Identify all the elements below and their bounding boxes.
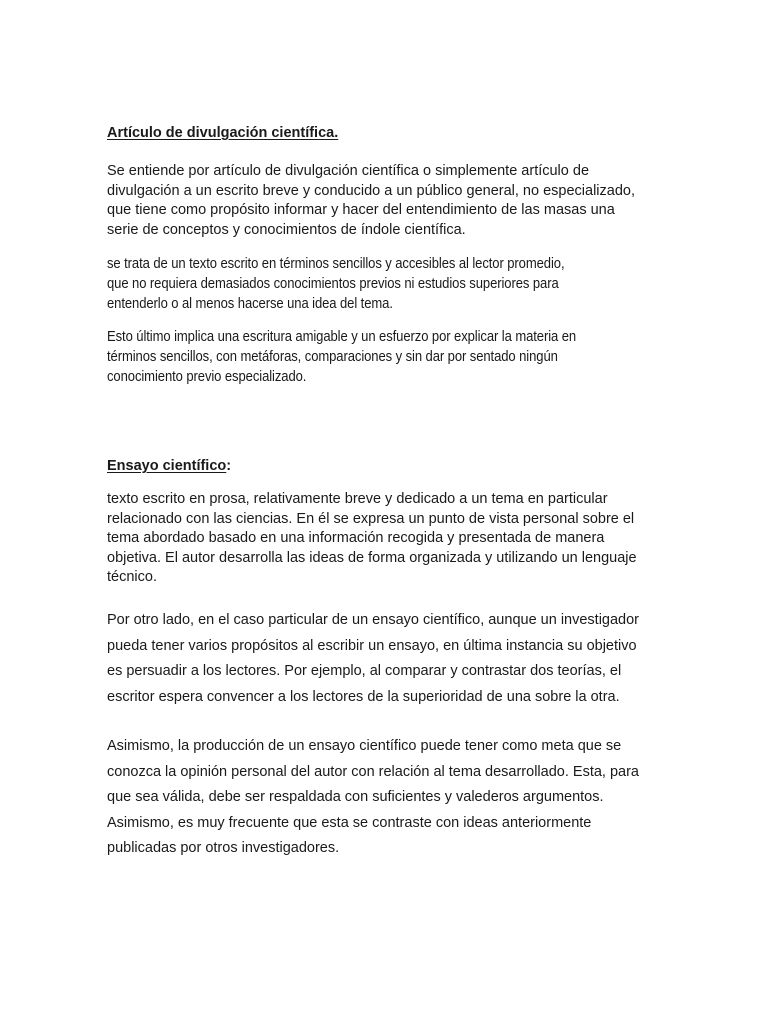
section2-paragraph-3: Asimismo, la producción de un ensayo científico puede tener como meta que se conozca la opinión personal del autor con relación al tema desarrollado. Esta, para que sea válida, debe ser respaldada con suficientes y valederos argumentos. Asimismo, es muy frecuente que esta se contraste con ideas anteriormente publicadas por otros investigadores. (107, 738, 639, 856)
section1-paragraph-2: se trata de un texto escrito en términos sencillos y accesibles al lector promedio, que no requiera demasiados conocimientos previos ni estudios superiores para entenderlo o al menos hacerse una idea del tema. (107, 256, 565, 312)
section1-paragraph-3: Esto último implica una escritura amigable y un esfuerzo por explicar la materia en términos sencillos, con metáforas, comparaciones y sin dar por sentado ningún conocimiento previo especializado. (107, 329, 577, 385)
section1-title (107, 124, 338, 142)
section1-paragraph-1: Se entiende por artículo de divulgación científica o simplemente artículo de divulgación a un escrito breve y conducido a un público general, no especializado, que tiene como propósito informar y hacer del entendimiento de las masas una serie de conceptos y conocimientos de índole científica. (107, 163, 635, 238)
section2-title (107, 457, 231, 475)
section2-paragraph-2: Por otro lado, en el caso particular de un ensayo científico, aunque un investigador pueda tener varios propósitos al escribir un ensayo, en última instancia su objetivo es persuadir a los lectores. Por ejemplo, al comparar y contrastar dos teorías, el escritor espera convencer a los lectores de la superioridad de una sobre la otra. (107, 612, 640, 705)
section2-title-text: Ensayo científico (107, 458, 227, 474)
section2-title-colon: : (226, 458, 232, 474)
section1-title-text: Artículo de divulgación científica. (107, 125, 339, 141)
section2-paragraph-1: texto escrito en prosa, relativamente breve y dedicado a un tema en particular relacionado con las ciencias. En él se expresa un punto de vista personal sobre el tema abordado basado en una información recogida y presentada de manera objetiva. El autor desarrolla las ideas de forma organizada y utilizando un lenguaje técnico. (107, 491, 637, 585)
